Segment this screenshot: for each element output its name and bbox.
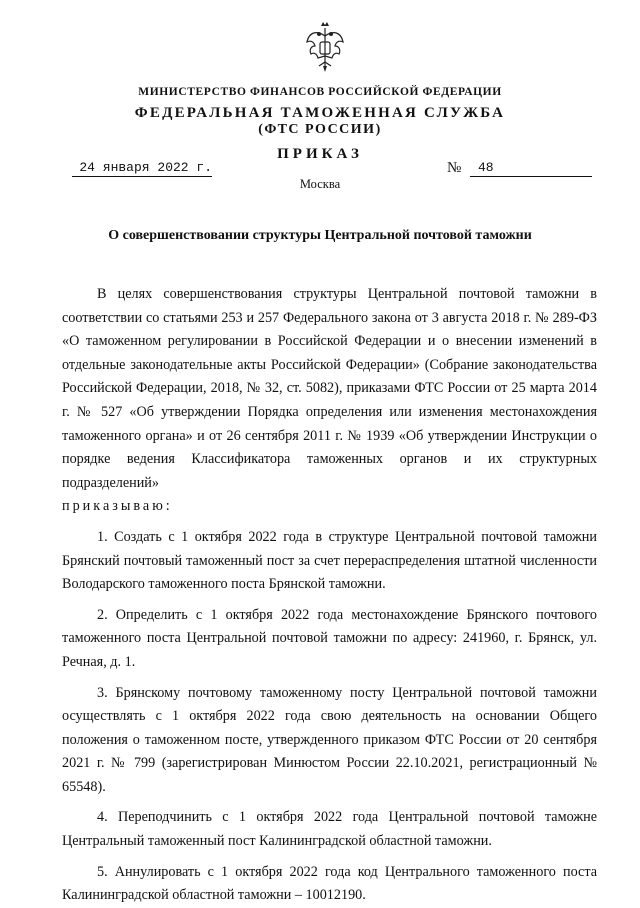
document-number: 48: [470, 160, 592, 177]
number-label: №: [447, 160, 462, 176]
service-short-name: (ФТС РОССИИ): [258, 122, 382, 137]
list-item: 5. Аннулировать с 1 октября 2022 года код Центрального таможенного поста Калининградской областной таможни – 10012190.: [62, 863, 597, 904]
order-word: приказываю:: [62, 498, 173, 515]
list-item: 1. Создать с 1 октября 2022 года в структуре Центральной почтовой таможни Брянский почтовый таможенный пост за счет перераспределения штатной численности Володарского таможенного поста Брянской таможни.: [62, 528, 597, 593]
document-type: ПРИКАЗ: [277, 146, 363, 162]
list-item: 2. Определить с 1 октября 2022 года местонахождение Брянского почтового таможенного поста Центральной почтовой таможни по адресу: 241960, г. Брянск, ул. Речная, д. 1.: [62, 606, 597, 670]
ministry-name: МИНИСТЕРСТВО ФИНАНСОВ РОССИЙСКОЙ ФЕДЕРАЦИИ: [138, 86, 502, 98]
document-body: [62, 283, 597, 908]
list-item: 3. Брянскому почтовому таможенному посту Центральной почтовой таможни осуществлять с 1 октября 2022 года свою деятельность на основании Общего положения о таможенном посте, утвержденного приказом ФТС России от 20 сентября 2021 г. № 799 (зарегистрирован Минюстом России 22.10.2021, регистрационный № 65548).: [62, 684, 597, 795]
document-title: О совершенствовании структуры Центральной почтовой таможни: [108, 228, 532, 243]
city: Москва: [299, 177, 341, 191]
list-item: 4. Переподчинить с 1 октября 2022 года Центральной почтовой таможне Центральный таможенный пост Калининградской областной таможни.: [62, 809, 597, 850]
intro-paragraph: В целях совершенствования структуры Центральной почтовой таможни в соответствии со статьями 253 и 257 Федерального закона от 3 августа 2018 г. № 289-ФЗ «О таможенном регулировании в Российской Федерации и о внесении изменений в отдельные законодательные акты Российской Федерации» (Собрание законодательства Российской Федерации, 2018, № 32, ст. 5082), приказами ФТС России от 25 марта 2014 г. № 527 «Об утверждении Порядка определения или изменения местонахождения таможенного органа» и от 26 сентября 2011 г. № 1939 «Об утверждении Инструкции о порядке ведения Классификатора таможенных органов и их структурных подразделений»: [62, 286, 597, 491]
coat-of-arms-icon: [305, 22, 345, 74]
service-name: ФЕДЕРАЛЬНАЯ ТАМОЖЕННАЯ СЛУЖБА: [134, 105, 506, 121]
document-date: 24 января 2022 г.: [72, 160, 212, 177]
